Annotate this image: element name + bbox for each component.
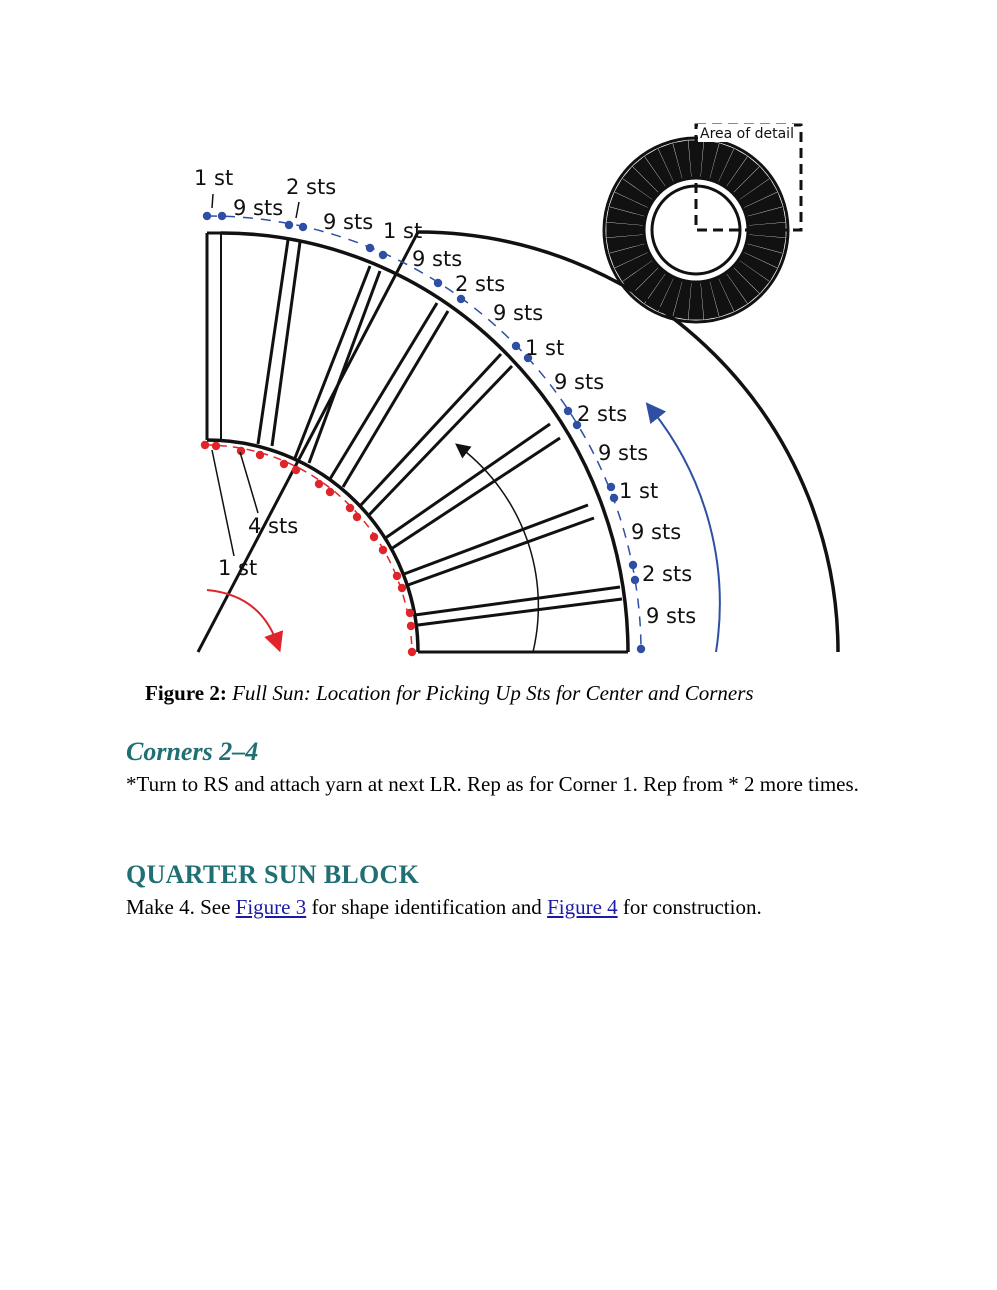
- label-2sts-k: 2 sts: [577, 402, 628, 426]
- label-9sts-f: 9 sts: [412, 247, 463, 271]
- pickup-stitch-dot: [256, 451, 264, 459]
- inner-stitch-labels: [212, 450, 298, 580]
- sector-divider: [384, 424, 550, 539]
- pickup-stitch-dot: [280, 460, 288, 468]
- corners-heading: Corners 2–4: [126, 737, 259, 766]
- label-1st-e: 1 st: [383, 219, 423, 243]
- pickup-stitch-dot: [315, 480, 323, 488]
- label-9sts-h: 9 sts: [493, 301, 544, 325]
- figure-caption: [145, 681, 925, 706]
- pickup-stitch-dot: [285, 221, 293, 229]
- label-1st-i: 1 st: [525, 336, 565, 360]
- pickup-stitch-dot: [631, 576, 639, 584]
- sector-divider: [272, 242, 300, 446]
- caption-text: Full Sun: Location for Picking Up Sts for Center and Corners: [226, 681, 754, 705]
- label-9sts-n: 9 sts: [631, 520, 682, 544]
- pickup-stitch-dot: [379, 251, 387, 259]
- pickup-stitch-dot: [346, 504, 354, 512]
- label-2sts-c: 2 sts: [286, 175, 337, 199]
- pickup-stitch-dot: [629, 561, 637, 569]
- label-2sts-o: 2 sts: [642, 562, 693, 586]
- sector-divider: [343, 311, 448, 487]
- pickup-stitch-dot: [406, 609, 414, 617]
- label-1st-m: 1 st: [619, 479, 659, 503]
- pickup-stitch-dot: [292, 466, 300, 474]
- pickup-stitch-dot: [607, 483, 615, 491]
- sector-divider: [369, 366, 512, 515]
- quarter-sun-heading: QUARTER SUN BLOCK: [126, 860, 420, 889]
- caption-label: Figure 2:: [145, 681, 227, 705]
- pickup-stitch-dot: [201, 441, 209, 449]
- sector-divider: [360, 354, 501, 506]
- area-of-detail-label: Area of detail: [700, 126, 794, 142]
- pickup-stitch-dot: [408, 648, 416, 656]
- pickup-stitch-dot: [564, 407, 572, 415]
- label-9sts-l: 9 sts: [598, 441, 649, 465]
- quarter-text-mid: for shape identification and: [306, 895, 548, 919]
- pickup-stitch-dot: [610, 494, 618, 502]
- sector-divider: [258, 240, 288, 444]
- label-9sts-d: 9 sts: [323, 210, 374, 234]
- pickup-stitch-dot: [299, 223, 307, 231]
- figure-3-link[interactable]: Figure 3: [235, 895, 307, 919]
- pickup-stitch-dot: [379, 546, 387, 554]
- pickup-stitch-dot: [457, 295, 465, 303]
- figure-4-link[interactable]: Figure 4: [547, 895, 618, 919]
- sector-divider: [404, 505, 588, 574]
- pickup-stitch-dot: [393, 572, 401, 580]
- inner-arc: [207, 440, 418, 652]
- pickup-stitch-dot: [370, 533, 378, 541]
- pickup-stitch-dot: [326, 488, 334, 496]
- sector-divider: [309, 271, 380, 463]
- sector-divider: [408, 518, 594, 585]
- quarter-text-pre: Make 4. See: [126, 895, 236, 919]
- label-9sts-p: 9 sts: [646, 604, 697, 628]
- label-1st-a: 1 st: [194, 166, 234, 190]
- label-4sts: 4 sts: [248, 514, 299, 538]
- quarter-sun-instructions: [126, 893, 906, 921]
- corners-instructions: *Turn to RS and attach yarn at next LR. Rep as for Corner 1. Rep from * 2 more times.: [126, 772, 859, 796]
- sector-divider: [415, 587, 620, 615]
- quarter-text-post: for construction.: [617, 895, 762, 919]
- quarter-sun-shape: [0, 0, 838, 652]
- pickup-stitch-dot: [353, 513, 361, 521]
- pickup-stitch-dot: [212, 442, 220, 450]
- label-2sts-g: 2 sts: [455, 272, 506, 296]
- outer-pickup-stitches: [203, 212, 645, 653]
- label-1st-inner: 1 st: [218, 556, 258, 580]
- pickup-stitch-dot: [398, 584, 406, 592]
- sector-divider: [418, 599, 622, 625]
- pickup-stitch-dot: [637, 645, 645, 653]
- pickup-stitch-dot: [434, 279, 442, 287]
- label-9sts-j: 9 sts: [554, 370, 605, 394]
- sector-divider: [391, 438, 560, 549]
- pickup-stitch-dot: [366, 244, 374, 252]
- label-9sts-b: 9 sts: [233, 196, 284, 220]
- pickup-stitch-dot: [512, 342, 520, 350]
- pickup-stitch-dot: [218, 212, 226, 220]
- pickup-stitch-dot: [407, 622, 415, 630]
- pickup-stitch-dot: [203, 212, 211, 220]
